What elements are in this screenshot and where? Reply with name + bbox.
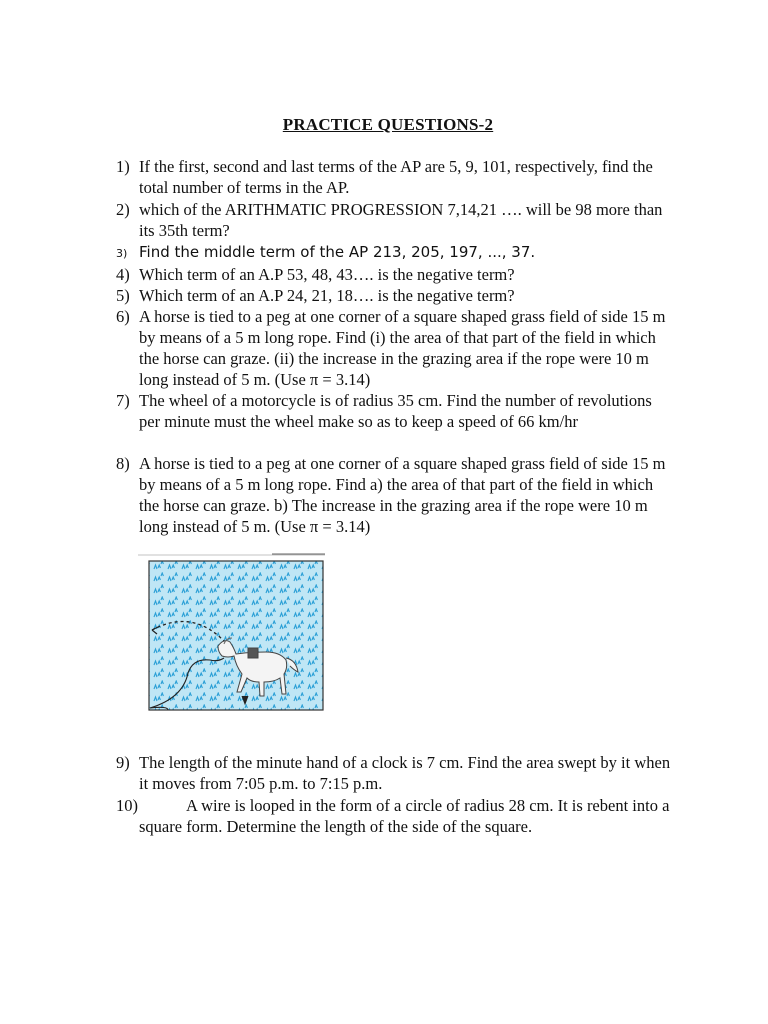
question-number: 5) xyxy=(116,286,130,305)
question-text: A horse is tied to a peg at one corner of a square shaped grass field of side 15 m by means of a 5 m long rope. Find (i) the area of that part of the field in which the horse can graze. (ii) the increase in the grazing area if the rope were 10 m long instead of 5 m. (Use π = 3.14) xyxy=(139,307,666,389)
question-number: 1) xyxy=(116,157,130,176)
question-9 xyxy=(116,752,676,794)
question-6 xyxy=(116,306,676,390)
question-number: 3) xyxy=(116,247,128,260)
question-text: which of the ARITHMATIC PROGRESSION 7,14,21 …. will be 98 more than its 35th term? xyxy=(139,200,663,240)
question-number: 4) xyxy=(116,265,130,284)
horse-field-figure xyxy=(138,548,330,714)
question-7 xyxy=(116,390,676,432)
question-text: A horse is tied to a peg at one corner of a square shaped grass field of side 15 m by means of a 5 m long rope. Find a) the area of that part of the field in which the horse can graze. b) The increase in the grazing area if the rope were 10 m long instead of 5 m. (Use π = 3.14) xyxy=(139,454,666,536)
question-1 xyxy=(116,156,676,198)
question-number: 8) xyxy=(116,454,130,473)
question-4 xyxy=(116,264,676,285)
horse-tied-in-grass-field-illustration-icon xyxy=(138,548,330,714)
question-10 xyxy=(116,795,676,837)
question-number: 7) xyxy=(116,391,130,410)
page-title: PRACTICE QUESTIONS-2 xyxy=(282,115,494,134)
question-number: 9) xyxy=(116,753,130,772)
question-text: Which term of an A.P 53, 48, 43…. is the negative term? xyxy=(139,265,515,284)
question-text: Find the middle term of the AP 213, 205, 197, ..., 37. xyxy=(139,243,536,261)
question-8 xyxy=(116,453,676,537)
question-number: 6) xyxy=(116,307,130,326)
question-5 xyxy=(116,285,676,306)
question-text: A wire is looped in the form of a circle of radius 28 cm. It is rebent into a square form. Determine the length of the side of the square. xyxy=(139,796,670,836)
question-2 xyxy=(116,199,676,241)
question-text: If the first, second and last terms of the AP are 5, 9, 101, respectively, find the total number of terms in the AP. xyxy=(139,157,653,197)
question-text: The wheel of a motorcycle is of radius 35 cm. Find the number of revolutions per minute must the wheel make so as to keep a speed of 66 km/hr xyxy=(139,391,652,431)
question-text: The length of the minute hand of a clock is 7 cm. Find the area swept by it when it moves from 7:05 p.m. to 7:15 p.m. xyxy=(139,753,671,793)
question-3 xyxy=(116,242,676,263)
question-text: Which term of an A.P 24, 21, 18…. is the negative term? xyxy=(139,286,515,305)
question-number: 10) xyxy=(116,796,138,815)
question-number: 2) xyxy=(116,200,130,219)
